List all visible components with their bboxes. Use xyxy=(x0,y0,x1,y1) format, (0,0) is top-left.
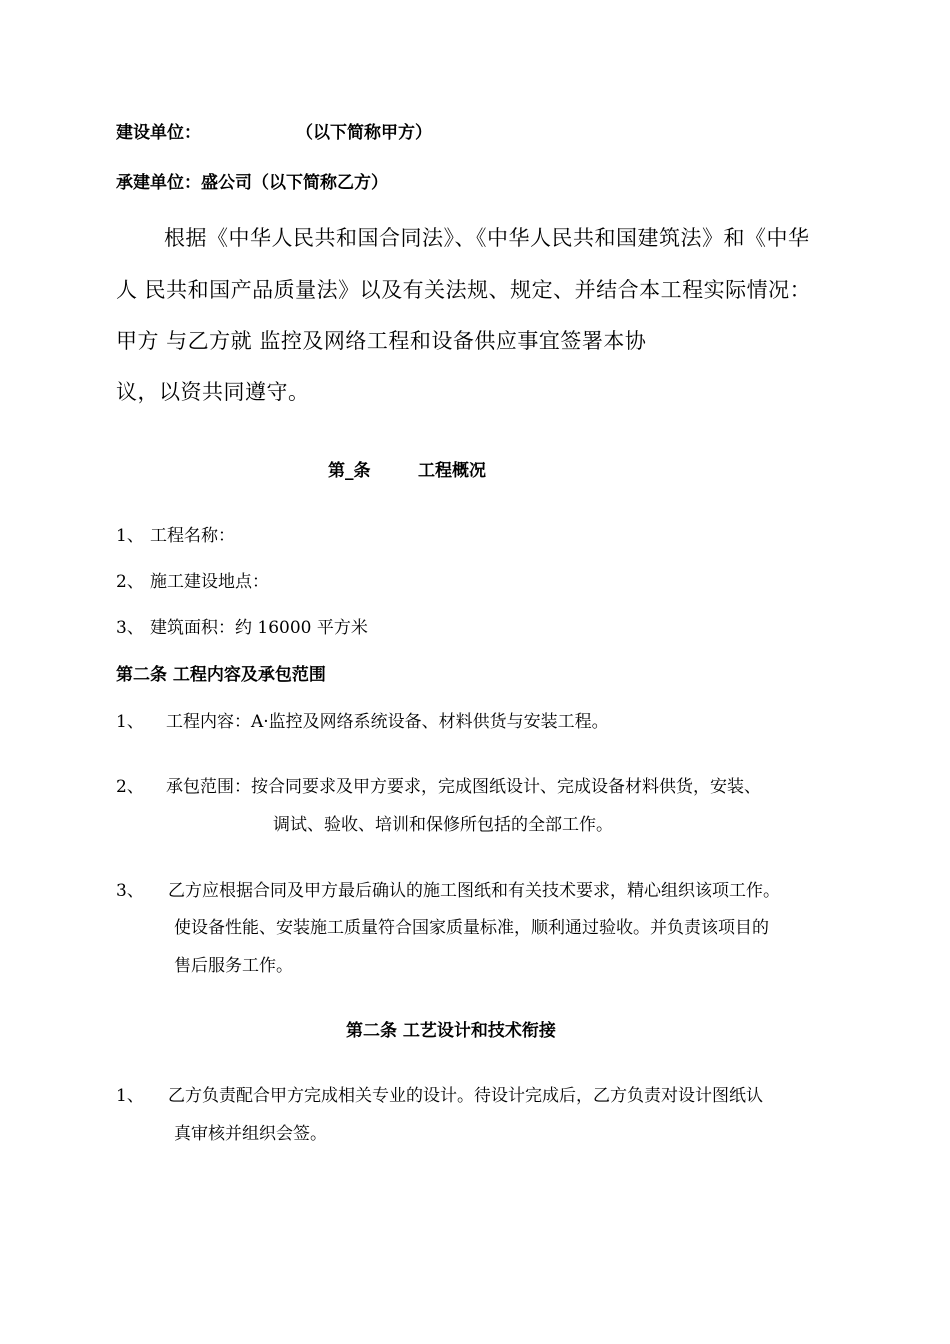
article2-item3-line2: 使设备性能、安装施工质量符合国家质量标准，顺利通过验收。并负责该项目的 xyxy=(174,918,769,938)
client-note: （以下简称甲方） xyxy=(296,123,432,143)
contractor-line: 承建单位：盛公司（以下简称乙方） xyxy=(116,173,388,193)
intro-line-4: 议，以资共同遵守。 xyxy=(116,380,310,404)
intro-line-3: 甲方 与乙方就 监控及网络工程和设备供应事宜签署本协 xyxy=(116,329,647,353)
article1-title-text: 工程概况 xyxy=(418,461,486,481)
article3-title: 第二条 工艺设计和技术衔接 xyxy=(346,1021,556,1041)
article1-item-num: 2、 xyxy=(116,572,144,592)
article2-item3-line1: 乙方应根据合同及甲方最后确认的施工图纸和有关技术要求，精心组织该项工作。 xyxy=(168,881,780,901)
article2-item1-num: 1、 xyxy=(116,712,144,732)
article1-item-text: 施工建设地点： xyxy=(150,572,269,592)
intro-line-1: 根据《中华人民共和国合同法》、《中华人民共和国建筑法》和《中华 xyxy=(164,226,810,250)
article1-title-number: 第_条 xyxy=(328,461,371,481)
article2-item2-num: 2、 xyxy=(116,777,144,797)
article3-item1-line1: 乙方负责配合甲方完成相关专业的设计。待设计完成后，乙方负责对设计图纸认 xyxy=(168,1086,763,1106)
article2-item3-num: 3、 xyxy=(116,881,144,901)
article2-item3-line3: 售后服务工作。 xyxy=(174,956,293,976)
article2-item2-line1: 承包范围：按合同要求及甲方要求，完成图纸设计、完成设备材料供货，安装、 xyxy=(166,777,761,797)
client-label: 建设单位： xyxy=(116,123,201,143)
article3-item1-num: 1、 xyxy=(116,1086,144,1106)
article2-title: 第二条 工程内容及承包范围 xyxy=(116,665,326,685)
article2-item1-text: 工程内容：A·监控及网络系统设备、材料供货与安装工程。 xyxy=(166,712,609,732)
intro-line-2: 人 民共和国产品质量法》以及有关法规、规定、并结合本工程实际情况： xyxy=(116,278,812,302)
article1-item-text: 工程名称： xyxy=(150,526,235,546)
article1-item-num: 1、 xyxy=(116,526,144,546)
article1-item-text: 建筑面积：约 16000 平方米 xyxy=(150,618,368,638)
article2-item2-line2: 调试、验收、培训和保修所包括的全部工作。 xyxy=(273,815,613,835)
article3-item1-line2: 真审核并组织会签。 xyxy=(174,1124,327,1144)
article1-item-num: 3、 xyxy=(116,618,144,638)
